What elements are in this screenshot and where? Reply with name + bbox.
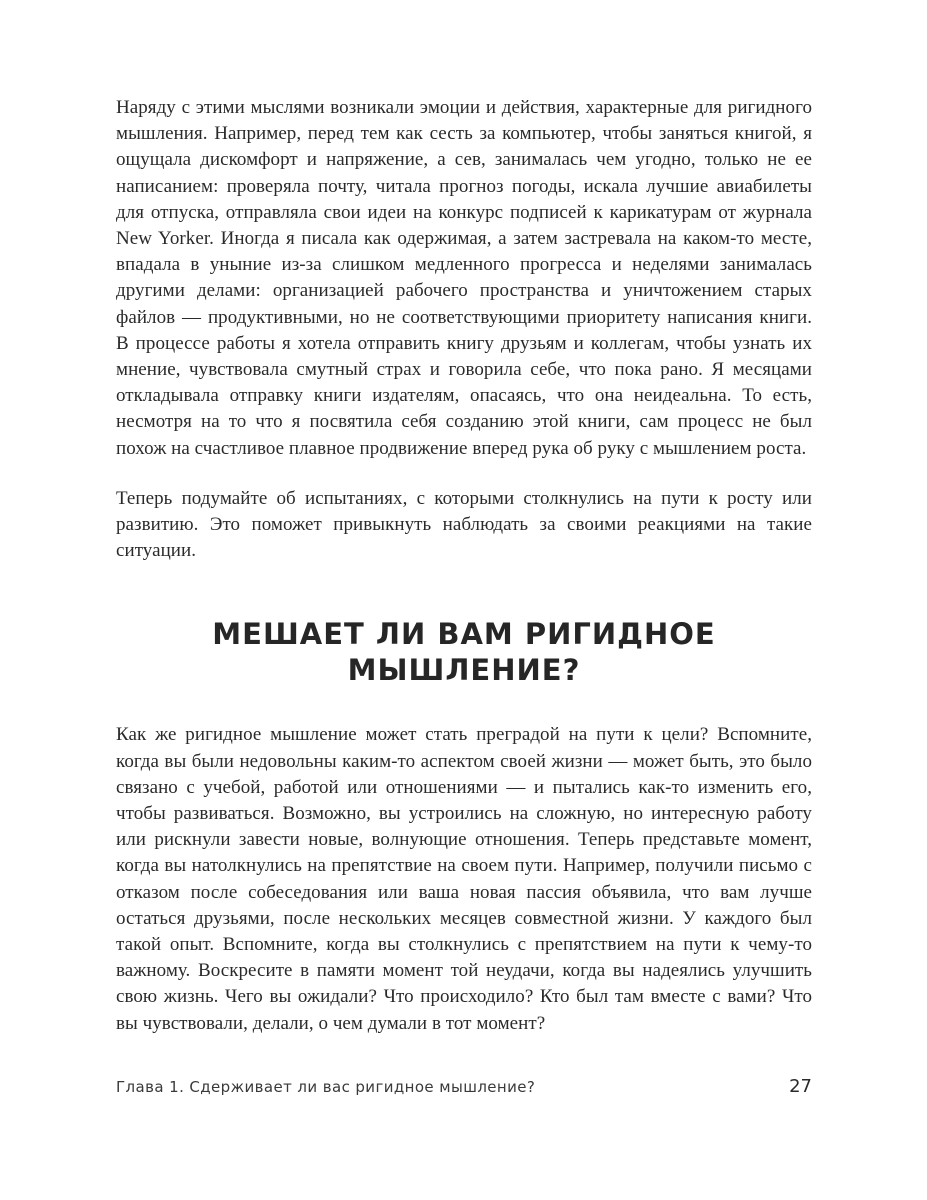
page-number: 27 (789, 1076, 812, 1097)
page-footer (116, 1076, 812, 1097)
running-title: Глава 1. Сдерживает ли вас ригидное мышление? (116, 1078, 536, 1096)
body-paragraph-3: Как же ригидное мышление может стать преградой на пути к цели? Вспомните, когда вы были недовольны каким-то аспектом своей жизни — может быть, это было связано с учебой, работой или отношениями — и пытались как-то изменить его, чтобы развиваться. Возможно, вы устроились на сложную, но интересную работу или рискнули завести новые, волнующие отношения. Теперь представьте момент, когда вы натолкнулись на препятствие на своем пути. Например, получили письмо с отказом после собеседования или ваша новая пассия объявила, что вам лучше остаться друзьями, после нескольких месяцев совместной жизни. У каждого был такой опыт. Вспомните, когда вы столкнулись с препятствием на пути к чему-то важному. Воскресите в памяти момент той неудачи, когда вы надеялись улучшить свою жизнь. Чего вы ожидали? Что происходило? Кто был там вместе с вами? Что вы чувствовали, делали, о чем думали в тот момент? (116, 724, 812, 1034)
body-paragraph-2: Теперь подумайте об испытаниях, с которыми столкнулись на пути к росту или развитию. Это поможет привыкнуть наблюдать за своими реакциями на такие ситуации. (116, 487, 812, 562)
section-heading: МЕШАЕТ ЛИ ВАМ РИГИДНОЕ МЫШЛЕНИЕ? (212, 617, 716, 688)
body-paragraph-1: Наряду с этими мыслями возникали эмоции и действия, характерные для ригидного мышления. Например, перед тем как сесть за компьютер, чтобы заняться книгой, я ощущала дискомфорт и напряжение, а сев, занималась чем угодно, только не ее написанием: проверяла почту, читала прогноз погоды, искала лучшие авиабилеты для отпуска, отправляла свои идеи на конкурс подписей к карикатурам от журнала New Yorker. Иногда я писала как одержимая, а затем застревала на каком-то месте, впадала в уныние из-за слишком медленного прогресса и неделями занималась другими делами: организацией рабочего пространства и уничтожением старых файлов — продуктивными, но не соответствующими приоритету написания книги. В процессе работы я хотела отправить книгу друзьям и коллегам, чтобы узнать их мнение, чувствовала смутный страх и говорила себе, что пока рано. Я месяцами откладывала отправку книги издателям, опасаясь, что она неидеальна. То есть, несмотря на то что я посвятила себя созданию этой книги, сам процесс не был похож на счастливое плавное продвижение вперед рука об руку с мышлением роста. (116, 97, 812, 459)
page-body (116, 95, 812, 1037)
